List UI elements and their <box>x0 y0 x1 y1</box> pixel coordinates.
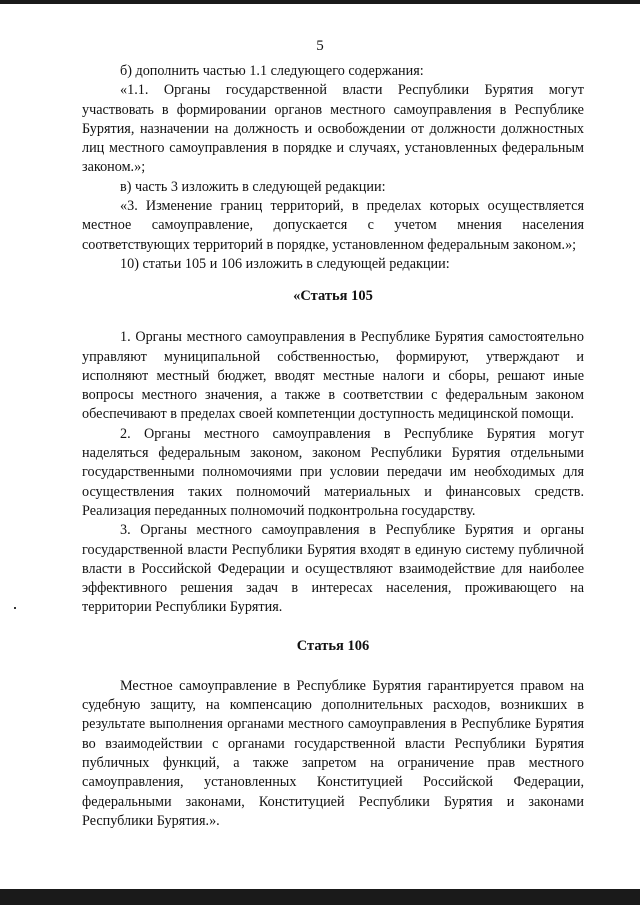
paragraph: «3. Изменение границ территорий, в пределах которых осуществляется местное самоуправление, допускается с учетом мнения населения соответствующих территорий в порядке, установленном федеральным законом.»; <box>82 198 584 253</box>
article-105-paragraph: 3. Органы местного самоуправления в Республике Бурятия и органы государственной власти Республики Бурятия входят в единую систему публичной власти в Российской Федерации и осуществляют взаимодействие для наиболее эффективного решения задач в интересах населения, проживающего на территории Республики Бурятия. <box>82 522 584 616</box>
scan-edge-bottom <box>0 889 640 905</box>
article-105-paragraph: 1. Органы местного самоуправления в Республике Бурятия самостоятельно управляют муниципальной собственностью, формируют, утверждают и исполняют местный бюджет, вводят местные налоги и сборы, решают иные вопросы местного значения, а также в соответствии с федеральным законом обеспечивают в пределах своей компетенции доступность медицинской помощи. <box>82 329 584 423</box>
scan-speck <box>14 607 16 609</box>
paragraph: «1.1. Органы государственной власти Республики Бурятия могут участвовать в формировании органов местного самоуправления в Республике Бурятия, назначении на должность и освобождении от должности должностных лиц местного самоуправления в порядке и случаях, установленных федеральным законом.»; <box>82 82 584 176</box>
document-body <box>82 62 584 831</box>
scan-edge-top <box>0 0 640 4</box>
paragraph: 10) статьи 105 и 106 изложить в следующей редакции: <box>120 255 450 272</box>
article-106-paragraph: Местное самоуправление в Республике Бурятия гарантируется правом на судебную защиту, на компенсацию дополнительных расходов, возникших в результате выполнения органами местного самоуправления в Республике Бурятия во взаимодействии с органами государственной власти Республики Бурятия публичных функций, а также запретом на ограничение прав местного самоуправления, установленных Конституцией Российской Федерации, федеральными законами, Конституцией Республики Бурятия и законами Республики Бурятия.». <box>82 677 584 829</box>
article-106-heading: Статья 106 <box>296 637 370 654</box>
article-105-heading: «Статья 105 <box>293 288 373 305</box>
paragraph: б) дополнить частью 1.1 следующего содержания: <box>120 63 424 79</box>
article-105-paragraph: 2. Органы местного самоуправления в Республике Бурятия могут наделяться федеральным законом, законом Республики Бурятия отдельными государственными полномочиями при условии передачи им необходимых для осуществления таких полномочий материальных и финансовых средств. Реализация переданных полномочий подконтрольна государству. <box>82 425 584 519</box>
paragraph: в) часть 3 изложить в следующей редакции: <box>120 178 386 195</box>
page-number: 5 <box>316 38 324 54</box>
